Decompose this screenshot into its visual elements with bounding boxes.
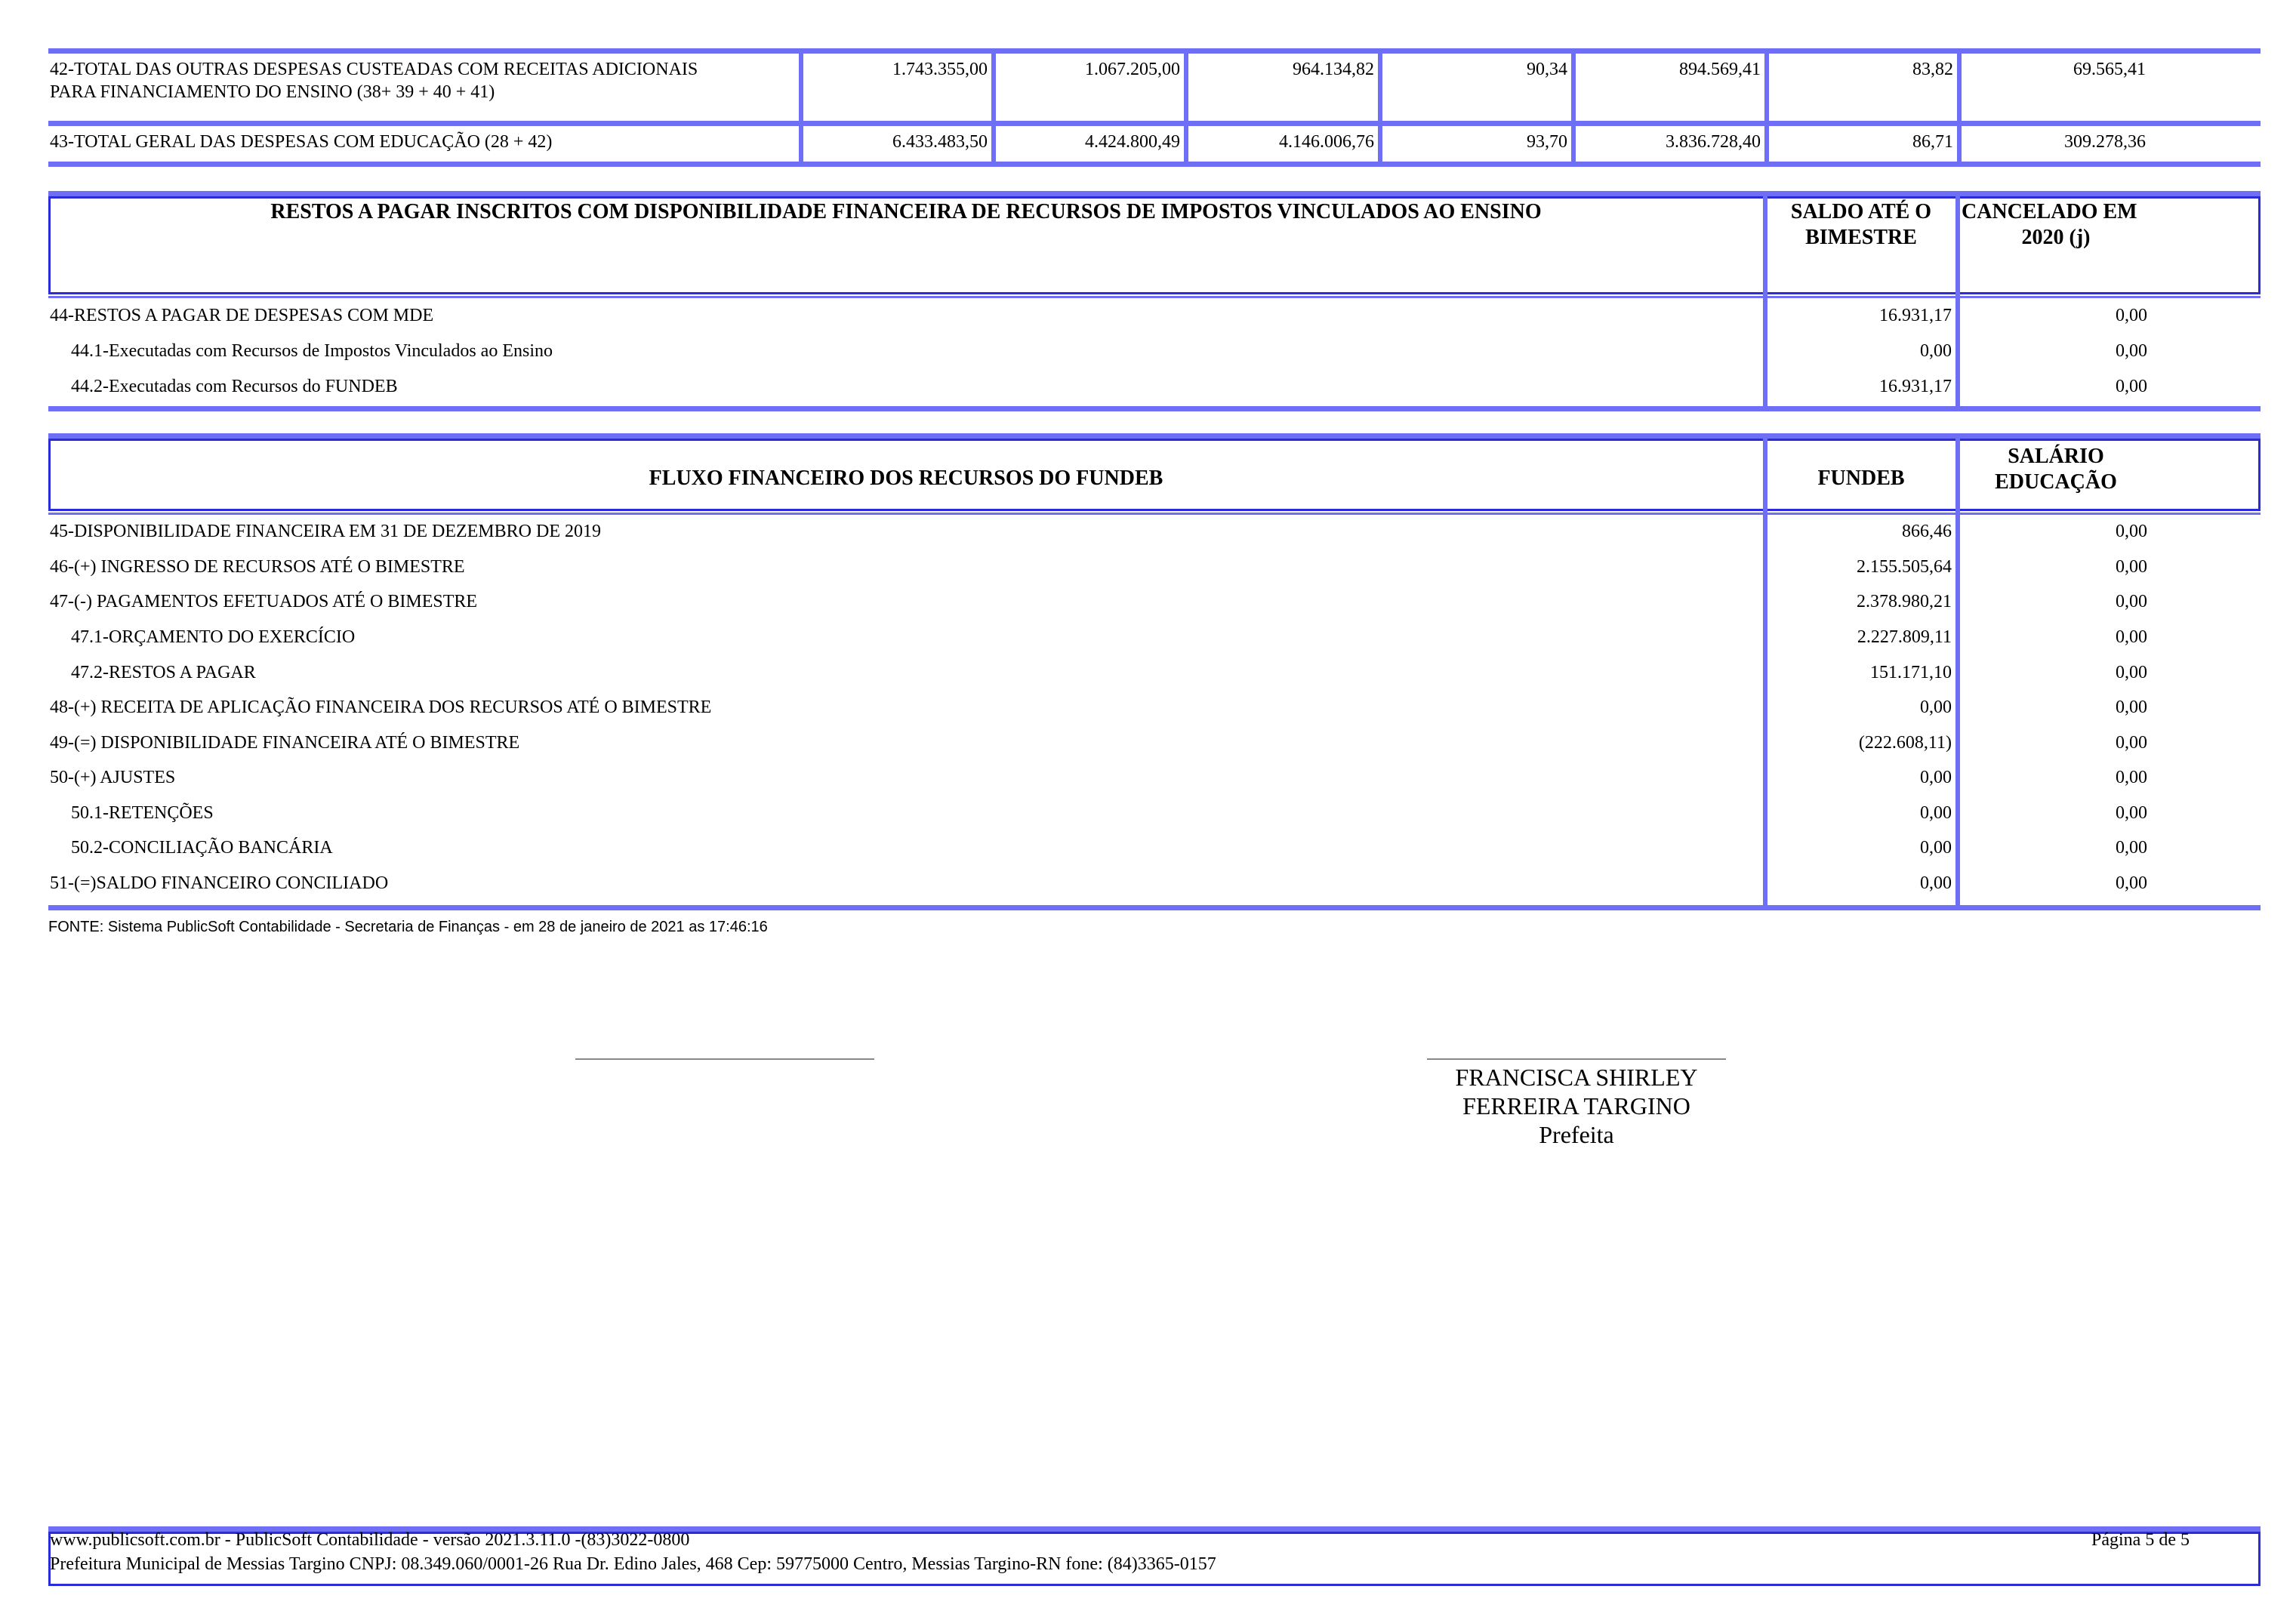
footer-website: www.publicsoft.com.br - PublicSoft Contabilidade - versão 2021.3.11.0 -(83)3022-0800 xyxy=(50,1530,690,1550)
page-number: Página 5 de 5 xyxy=(2091,1530,2190,1550)
cell-value: 16.931,17 xyxy=(1879,377,1952,396)
rule xyxy=(48,433,2261,439)
row-label: 46-(+) INGRESSO DE RECURSOS ATÉ O BIMESTRE xyxy=(50,557,465,577)
section-title: FLUXO FINANCEIRO DOS RECURSOS DO FUNDEB xyxy=(649,467,1163,490)
cell-value: 866,46 xyxy=(1902,522,1952,541)
cell-value: 0,00 xyxy=(2116,522,2147,541)
row-label: 44.1-Executadas com Recursos de Impostos Vinculados ao Ensino xyxy=(71,341,553,361)
rule xyxy=(48,121,2261,126)
rule xyxy=(48,48,2261,54)
row-label: 42-TOTAL DAS OUTRAS DESPESAS CUSTEADAS COM RECEITAS ADICIONAIS xyxy=(50,60,698,79)
col-divider xyxy=(799,48,803,167)
rule xyxy=(48,162,2261,167)
cell-value: 0,00 xyxy=(2116,873,2147,893)
cell-value: 0,00 xyxy=(2116,341,2147,361)
row-label: 43-TOTAL GERAL DAS DESPESAS COM EDUCAÇÃO (28 + 42) xyxy=(50,132,553,152)
cell-value: 16.931,17 xyxy=(1879,306,1952,325)
cell-value: 151.171,10 xyxy=(1870,663,1952,682)
column-header: BIMESTRE xyxy=(1805,226,1917,249)
cell-value: 0,00 xyxy=(1920,803,1952,823)
cell-value: 0,00 xyxy=(1920,341,1952,361)
col-divider xyxy=(1955,433,1960,910)
cell-value: 309.278,36 xyxy=(2064,132,2146,152)
col-divider xyxy=(1378,48,1382,167)
cell-value: 90,34 xyxy=(1527,60,1567,79)
cell-value: 1.067.205,00 xyxy=(1085,60,1180,79)
column-header: SALDO ATÉ O xyxy=(1790,200,1932,223)
signatory-name: FERREIRA TARGINO xyxy=(1462,1092,1690,1119)
row-label: 44-RESTOS A PAGAR DE DESPESAS COM MDE xyxy=(50,306,434,325)
cell-value: 0,00 xyxy=(2116,768,2147,787)
rule xyxy=(48,406,2261,411)
cell-value: 0,00 xyxy=(1920,698,1952,717)
signatory-role: Prefeita xyxy=(1539,1121,1614,1148)
cell-value: 0,00 xyxy=(2116,663,2147,682)
cell-value: 86,71 xyxy=(1912,132,1953,152)
cell-value: 0,00 xyxy=(2116,838,2147,858)
cell-value: 0,00 xyxy=(2116,592,2147,611)
row-label: 44.2-Executadas com Recursos do FUNDEB xyxy=(71,377,398,396)
cell-value: 894.569,41 xyxy=(1679,60,1761,79)
col-divider xyxy=(1955,191,1960,406)
cell-value: 2.155.505,64 xyxy=(1857,557,1952,577)
cell-value: 0,00 xyxy=(2116,377,2147,396)
cell-value: 2.378.980,21 xyxy=(1857,592,1952,611)
cell-value: 0,00 xyxy=(1920,838,1952,858)
rule xyxy=(48,905,2261,910)
col-divider xyxy=(1763,433,1767,910)
row-label: 51-(=)SALDO FINANCEIRO CONCILIADO xyxy=(50,873,389,893)
row-label: 50.2-CONCILIAÇÃO BANCÁRIA xyxy=(71,838,333,858)
cell-value: 0,00 xyxy=(2116,698,2147,717)
rule xyxy=(48,296,2261,298)
col-divider xyxy=(1571,48,1576,167)
row-label: 48-(+) RECEITA DE APLICAÇÃO FINANCEIRA DOS RECURSOS ATÉ O BIMESTRE xyxy=(50,698,712,717)
cell-value: 964.134,82 xyxy=(1293,60,1374,79)
footer-address: Prefeitura Municipal de Messias Targino CNPJ: 08.349.060/0001-26 Rua Dr. Edino Jales, 468 Cep: 59775000 Centro, Messias Targino-RN fone: (84)3365-0157 xyxy=(50,1554,1216,1574)
signature-line-left xyxy=(575,1058,874,1060)
cell-value: 83,82 xyxy=(1912,60,1953,79)
cell-value: 2.227.809,11 xyxy=(1857,627,1952,647)
cell-value: 0,00 xyxy=(2116,733,2147,753)
col-divider xyxy=(1184,48,1188,167)
signatory-name: FRANCISCA SHIRLEY xyxy=(1455,1064,1698,1091)
cell-value: 69.565,41 xyxy=(2073,60,2146,79)
row-label: 47-(-) PAGAMENTOS EFETUADOS ATÉ O BIMESTRE xyxy=(50,592,478,611)
column-header: SALÁRIO xyxy=(2008,445,2104,468)
row-label: 50.1-RETENÇÕES xyxy=(71,803,214,823)
cell-value: 4.424.800,49 xyxy=(1085,132,1180,152)
section-title: RESTOS A PAGAR INSCRITOS COM DISPONIBILIDADE FINANCEIRA DE RECURSOS DE IMPOSTOS VINCULADOS AO ENSINO xyxy=(270,200,1542,223)
cell-value: (222.608,11) xyxy=(1858,733,1952,753)
rule xyxy=(48,191,2261,196)
signature-line-right xyxy=(1427,1058,1726,1060)
col-divider xyxy=(991,48,996,167)
row-label: 49-(=) DISPONIBILIDADE FINANCEIRA ATÉ O BIMESTRE xyxy=(50,733,520,753)
cell-value: 0,00 xyxy=(2116,557,2147,577)
cell-value: 6.433.483,50 xyxy=(892,132,988,152)
column-header: EDUCAÇÃO xyxy=(1995,470,2117,494)
cell-value: 0,00 xyxy=(2116,803,2147,823)
cell-value: 1.743.355,00 xyxy=(892,60,988,79)
cell-value: 93,70 xyxy=(1527,132,1567,152)
column-header: CANCELADO EM xyxy=(1962,200,2137,223)
row-label: 50-(+) AJUSTES xyxy=(50,768,176,787)
cell-value: 0,00 xyxy=(1920,873,1952,893)
cell-value: 0,00 xyxy=(1920,768,1952,787)
row-label: PARA FINANCIAMENTO DO ENSINO (38+ 39 + 40 + 41) xyxy=(50,82,495,102)
rule xyxy=(48,513,2261,515)
col-divider xyxy=(1957,48,1962,167)
column-header: FUNDEB xyxy=(1817,467,1905,490)
cell-value: 3.836.728,40 xyxy=(1666,132,1761,152)
row-label: 47.2-RESTOS A PAGAR xyxy=(71,663,256,682)
cell-value: 0,00 xyxy=(2116,627,2147,647)
cell-value: 4.146.006,76 xyxy=(1279,132,1374,152)
column-header: 2020 (j) xyxy=(2021,226,2091,249)
cell-value: 0,00 xyxy=(2116,306,2147,325)
row-label: 45-DISPONIBILIDADE FINANCEIRA EM 31 DE DEZEMBRO DE 2019 xyxy=(50,522,601,541)
col-divider xyxy=(1764,48,1769,167)
source-note: FONTE: Sistema PublicSoft Contabilidade - Secretaria de Finanças - em 28 de janeiro de 2021 as 17:46:16 xyxy=(48,919,768,935)
row-label: 47.1-ORÇAMENTO DO EXERCÍCIO xyxy=(71,627,356,647)
